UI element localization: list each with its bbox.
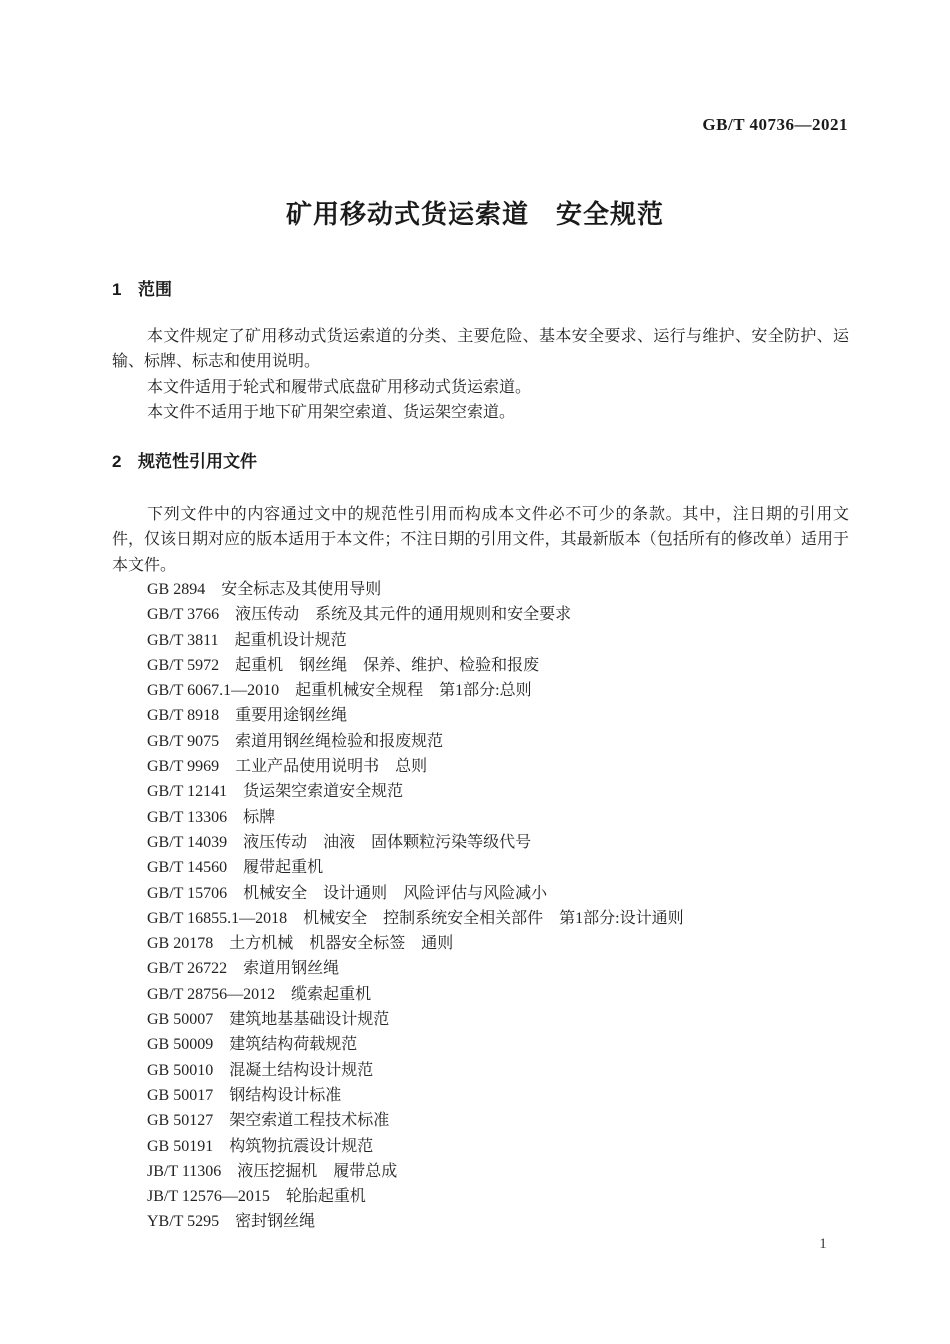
reference-title: 建筑结构荷载规范 bbox=[229, 1036, 358, 1054]
section-number: 2 bbox=[112, 452, 122, 471]
reference-title: 机械安全 控制系统安全相关部件 第1部分:设计通则 bbox=[303, 909, 684, 927]
reference-item bbox=[112, 830, 849, 855]
reference-title: 重要用途钢丝绳 bbox=[235, 707, 348, 725]
reference-title: 标牌 bbox=[243, 808, 276, 826]
reference-title: 液压传动 油液 固体颗粒污染等级代号 bbox=[243, 833, 532, 851]
reference-code: GB/T 14560 bbox=[147, 859, 228, 877]
reference-code: GB 50007 bbox=[147, 1011, 214, 1029]
reference-title: 构筑物抗震设计规范 bbox=[229, 1137, 374, 1155]
paragraph: 本文件适用于轮式和履带式底盘矿用移动式货运索道。 bbox=[147, 378, 532, 396]
reference-code: GB/T 13306 bbox=[147, 808, 228, 826]
reference-title: 混凝土结构设计规范 bbox=[229, 1061, 374, 1079]
reference-item bbox=[112, 779, 849, 804]
reference-title: 工业产品使用说明书 总则 bbox=[235, 758, 428, 776]
reference-item bbox=[112, 1209, 849, 1234]
reference-item bbox=[112, 653, 849, 678]
reference-item bbox=[112, 1108, 849, 1133]
reference-item bbox=[112, 628, 849, 653]
section-1-heading bbox=[112, 280, 172, 300]
reference-code: GB/T 3766 bbox=[147, 606, 220, 624]
reference-code: GB 50191 bbox=[147, 1137, 214, 1155]
reference-code: GB 50127 bbox=[147, 1112, 214, 1130]
reference-title: 履带起重机 bbox=[243, 859, 324, 877]
section-2-heading bbox=[112, 452, 257, 472]
reference-item bbox=[112, 1058, 849, 1083]
reference-item bbox=[112, 982, 849, 1007]
section-title: 规范性引用文件 bbox=[138, 452, 257, 471]
reference-item bbox=[112, 855, 849, 880]
reference-item bbox=[112, 1184, 849, 1209]
paragraph: 本文件不适用于地下矿用架空索道、货运架空索道。 bbox=[147, 403, 516, 421]
reference-item bbox=[112, 906, 849, 931]
reference-title: 机械安全 设计通则 风险评估与风险减小 bbox=[243, 884, 548, 902]
reference-title: 索道用钢丝绳检验和报废规范 bbox=[235, 732, 444, 750]
reference-code: GB/T 15706 bbox=[147, 884, 228, 902]
reference-title: 起重机 钢丝绳 保养、维护、检验和报废 bbox=[235, 656, 540, 674]
reference-code: GB/T 6067.1—2010 bbox=[147, 682, 280, 700]
reference-title: 轮胎起重机 bbox=[285, 1188, 366, 1206]
reference-item bbox=[112, 1159, 849, 1184]
reference-item bbox=[112, 805, 849, 830]
paragraph: 下列文件中的内容通过文中的规范性引用而构成本文件必不可少的条款。其中，注日期的引用文件，仅该日期对应的版本适用于本文件；不注日期的引用文件，其最新版本（包括所有的修改单）适用于本文件。 bbox=[112, 506, 849, 574]
reference-code: GB 50017 bbox=[147, 1086, 214, 1104]
reference-item bbox=[112, 956, 849, 981]
reference-code: GB/T 9075 bbox=[147, 732, 220, 750]
section-1-body bbox=[112, 324, 849, 425]
section-title: 范围 bbox=[138, 280, 172, 299]
reference-title: 液压传动 系统及其元件的通用规则和安全要求 bbox=[235, 606, 572, 624]
reference-code: GB/T 26722 bbox=[147, 960, 228, 978]
reference-item bbox=[112, 754, 849, 779]
page-number: 1 bbox=[819, 1236, 827, 1252]
standard-code: GB/T 40736—2021 bbox=[702, 115, 848, 134]
reference-code: GB/T 28756—2012 bbox=[147, 985, 276, 1003]
paragraph: 本文件规定了矿用移动式货运索道的分类、主要危险、基本安全要求、运行与维护、安全防护、运输、标牌、标志和使用说明。 bbox=[112, 328, 849, 371]
reference-item bbox=[112, 703, 849, 728]
reference-title: 建筑地基基础设计规范 bbox=[229, 1011, 390, 1029]
reference-title: 密封钢丝绳 bbox=[235, 1213, 316, 1231]
reference-title: 安全标志及其使用导则 bbox=[221, 581, 382, 598]
reference-title: 钢结构设计标准 bbox=[229, 1086, 342, 1104]
reference-item bbox=[112, 602, 849, 627]
reference-title: 土方机械 机器安全标签 通则 bbox=[229, 935, 454, 953]
reference-title: 液压挖掘机 履带总成 bbox=[237, 1162, 398, 1180]
reference-code: GB/T 3811 bbox=[147, 631, 219, 649]
reference-title: 货运架空索道安全规范 bbox=[243, 783, 404, 801]
reference-code: JB/T 12576—2015 bbox=[147, 1188, 270, 1206]
reference-code: GB 50009 bbox=[147, 1036, 214, 1054]
reference-item bbox=[112, 931, 849, 956]
section-2-intro bbox=[112, 502, 849, 578]
reference-title: 起重机设计规范 bbox=[234, 631, 347, 649]
section-number: 1 bbox=[112, 280, 122, 299]
reference-item bbox=[112, 881, 849, 906]
reference-code: GB/T 12141 bbox=[147, 783, 228, 801]
reference-code: GB/T 16855.1—2018 bbox=[147, 909, 288, 927]
reference-title: 起重机械安全规程 第1部分:总则 bbox=[295, 682, 532, 700]
reference-item bbox=[112, 1007, 849, 1032]
reference-item bbox=[112, 577, 849, 602]
reference-code: GB 2894 bbox=[147, 581, 206, 598]
reference-list bbox=[112, 577, 849, 1235]
reference-code: GB/T 9969 bbox=[147, 758, 220, 776]
reference-code: YB/T 5295 bbox=[147, 1213, 220, 1231]
reference-code: GB/T 8918 bbox=[147, 707, 220, 725]
reference-code: GB 20178 bbox=[147, 935, 214, 953]
reference-item bbox=[112, 1083, 849, 1108]
reference-item bbox=[112, 1032, 849, 1057]
reference-title: 架空索道工程技术标准 bbox=[229, 1112, 390, 1130]
reference-code: JB/T 11306 bbox=[147, 1162, 222, 1180]
reference-code: GB/T 5972 bbox=[147, 656, 220, 674]
reference-item bbox=[112, 1134, 849, 1159]
reference-code: GB/T 14039 bbox=[147, 833, 228, 851]
reference-title: 缆索起重机 bbox=[291, 985, 372, 1003]
reference-code: GB 50010 bbox=[147, 1061, 214, 1079]
reference-item bbox=[112, 678, 849, 703]
reference-item bbox=[112, 729, 849, 754]
reference-title: 索道用钢丝绳 bbox=[243, 960, 340, 978]
document-title: 矿用移动式货运索道 安全规范 bbox=[285, 199, 664, 229]
